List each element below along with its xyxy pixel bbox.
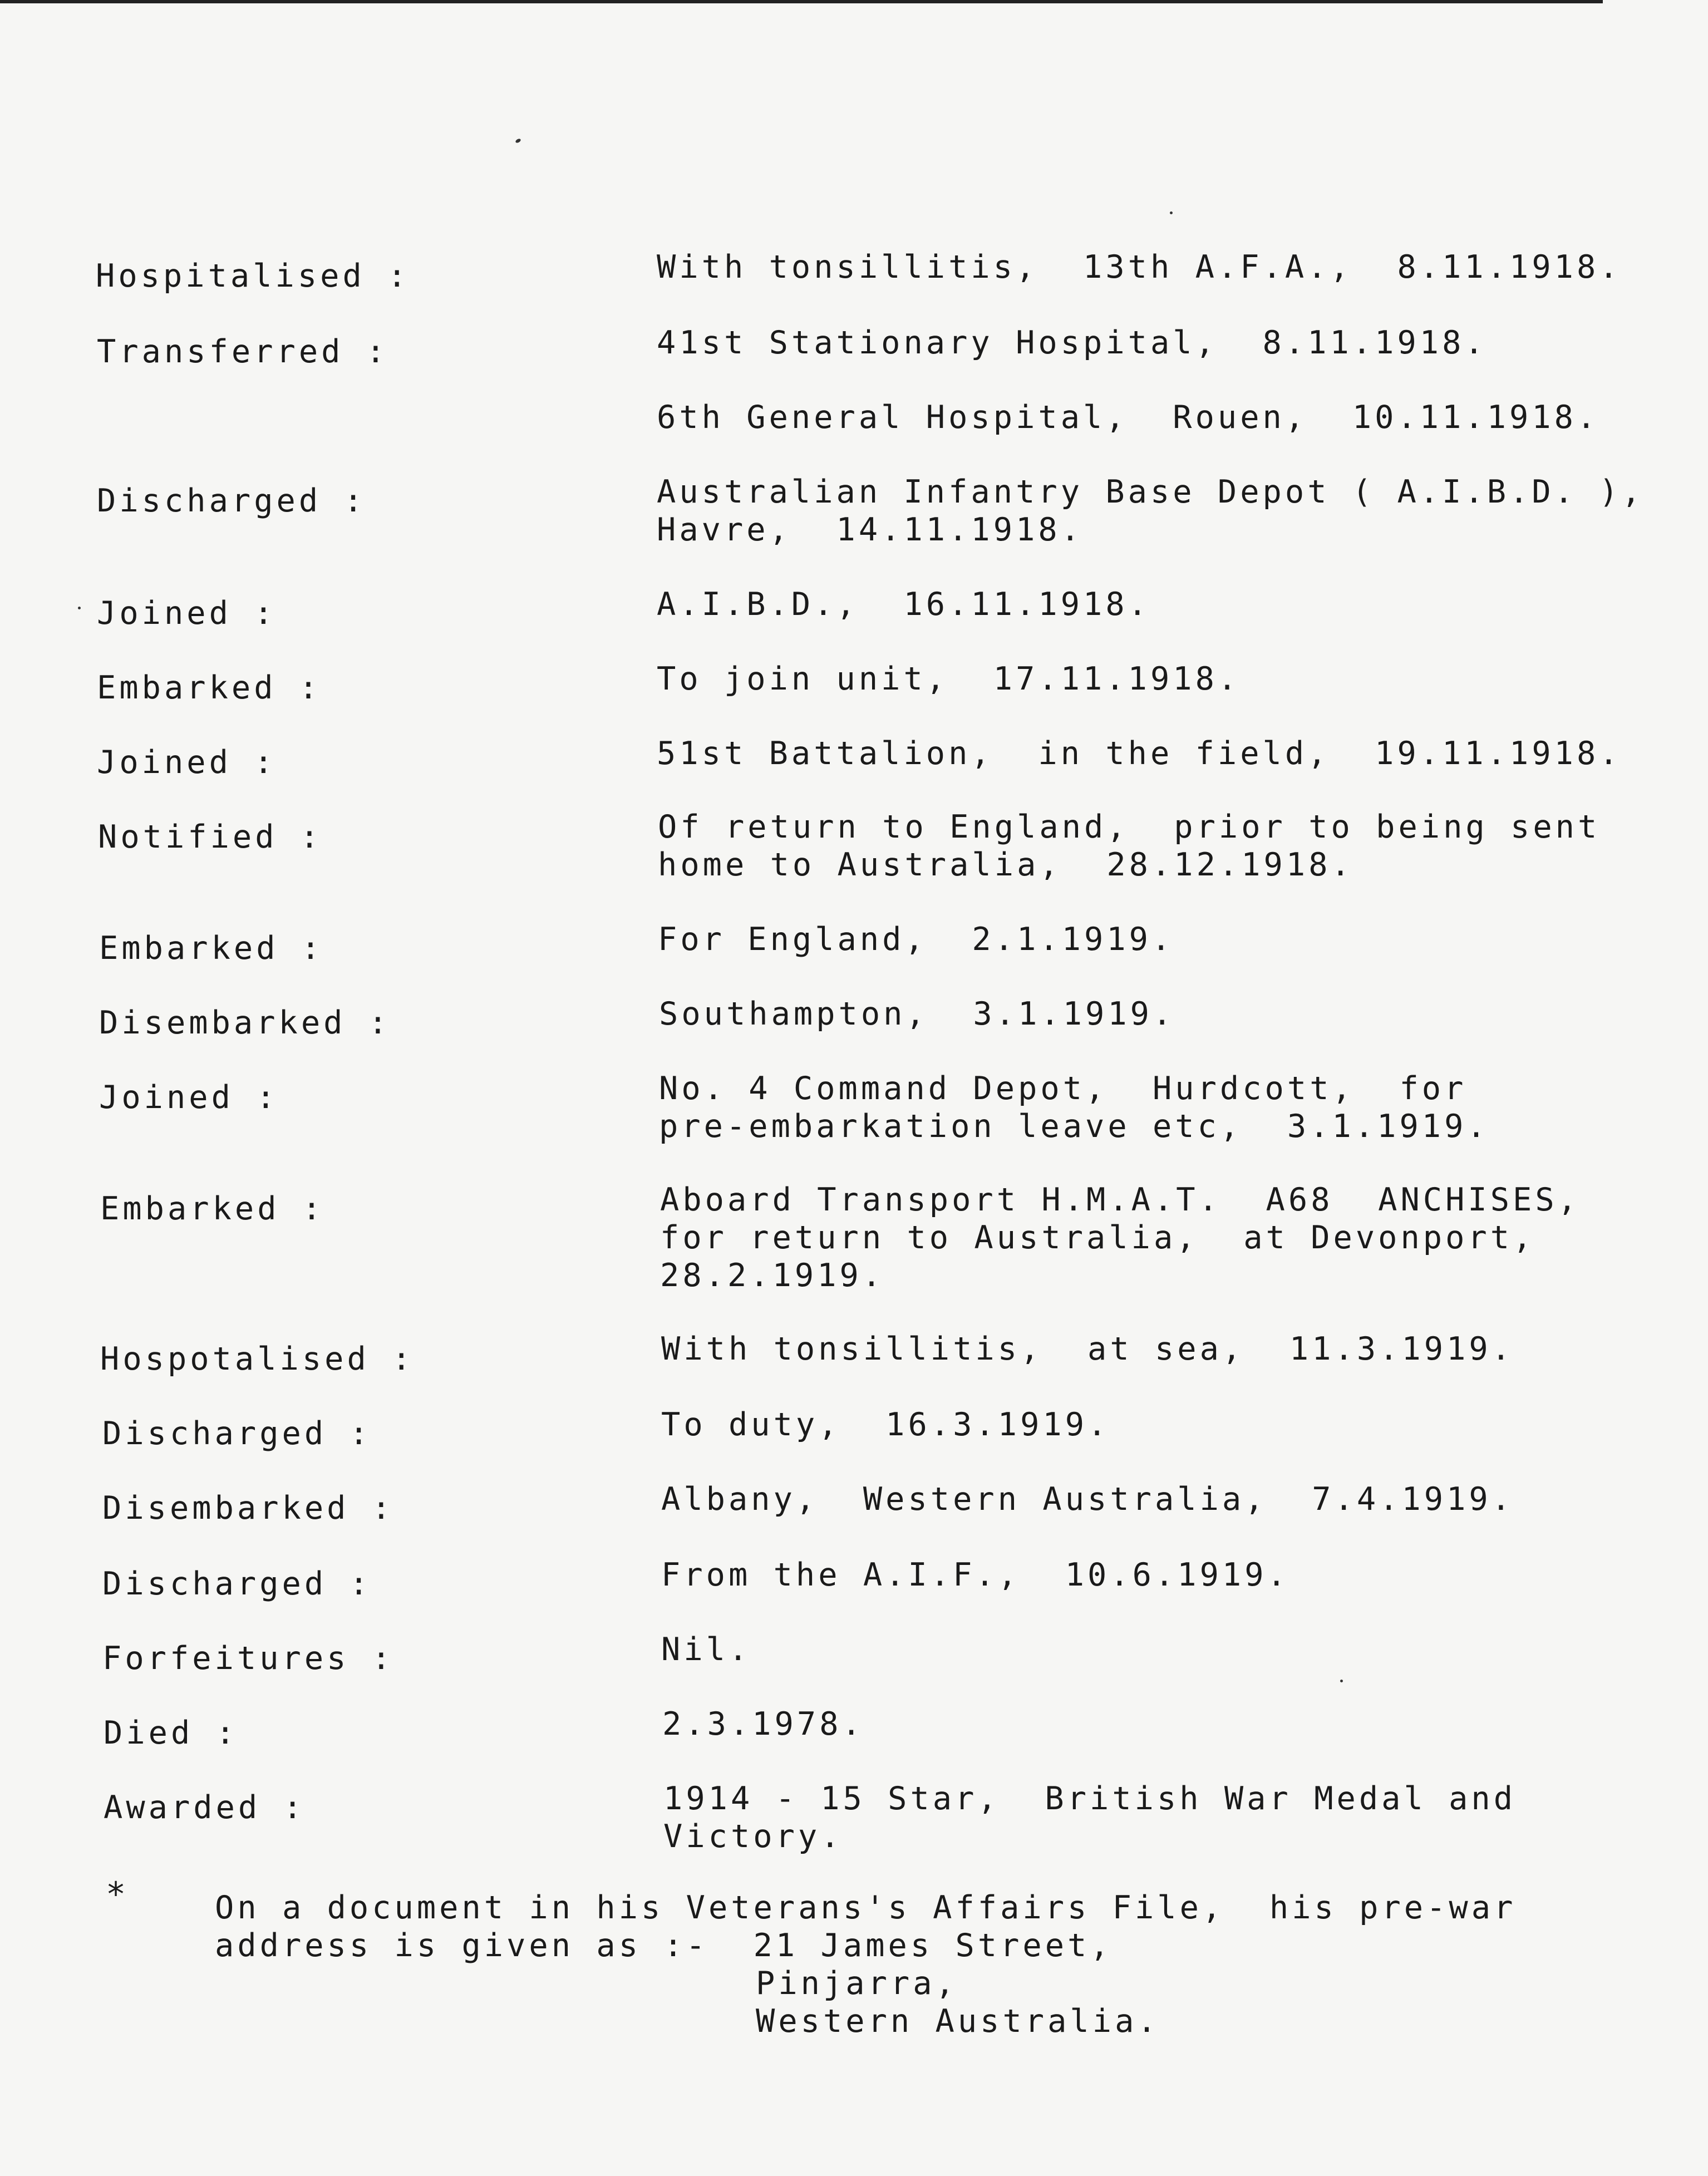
entry-label: Hospotalised :: [100, 1341, 415, 1377]
entry-label: Joined :: [97, 744, 277, 781]
entry-label: Discharged :: [102, 1415, 372, 1452]
entry-value: Of return to England, prior to being sent: [658, 809, 1601, 845]
scan-speck: [78, 607, 81, 609]
footnote-line: On a document in his Veterans's Affairs File, his pre-war: [215, 1889, 1517, 1926]
entry-label: Embarked :: [100, 1190, 325, 1227]
entry-value: Australian Infantry Base Depot ( A.I.B.D. ),: [657, 474, 1644, 510]
entry-label: Notified :: [98, 819, 323, 855]
entry-value: Victory.: [663, 1818, 843, 1855]
entry-value: Albany, Western Australia, 7.4.1919.: [661, 1481, 1514, 1518]
entry-value: Aboard Transport H.M.A.T. A68 ANCHISES,: [660, 1181, 1580, 1218]
entry-value: for return to Australia, at Devonport,: [660, 1219, 1535, 1256]
entry-label: Disembarked :: [102, 1490, 395, 1527]
entry-value: Havre, 14.11.1918.: [657, 511, 1084, 548]
entry-value: 2.3.1978.: [662, 1706, 864, 1742]
entry-value: 1914 - 15 Star, British War Medal and: [663, 1780, 1517, 1817]
entry-value: 6th General Hospital, Rouen, 10.11.1918.: [657, 399, 1599, 436]
entry-value: To join unit, 17.11.1918.: [657, 661, 1241, 697]
entry-label: Joined :: [99, 1079, 279, 1116]
scan-speck: [1170, 211, 1173, 214]
entry-value: 41st Stationary Hospital, 8.11.1918.: [657, 324, 1487, 361]
entry-value: For England, 2.1.1919.: [658, 921, 1174, 958]
entry-label: Died :: [104, 1715, 238, 1751]
entry-label: Embarked :: [97, 669, 322, 706]
entry-value: To duty, 16.3.1919.: [661, 1406, 1110, 1443]
entry-value: A.I.B.D., 16.11.1918.: [657, 586, 1150, 623]
entry-value: Nil.: [661, 1631, 751, 1668]
entry-label: Disembarked :: [99, 1005, 391, 1041]
entry-value: No. 4 Command Depot, Hurdcott, for: [659, 1070, 1467, 1107]
entry-value: pre-embarkation leave etc, 3.1.1919.: [659, 1108, 1489, 1145]
entry-value: 28.2.1919.: [660, 1257, 885, 1294]
entry-label: Awarded :: [104, 1789, 306, 1826]
footnote-line: Pinjarra,: [756, 1965, 958, 2002]
entry-value: With tonsillitis, 13th A.F.A., 8.11.1918.: [657, 249, 1622, 285]
entry-value: home to Australia, 28.12.1918.: [658, 846, 1353, 883]
footnote-line: Western Australia.: [756, 2003, 1160, 2040]
footnote-line: address is given as :- 21 James Street,: [215, 1927, 1113, 1964]
footnote-marker: *: [106, 1875, 126, 1914]
entry-label: Forfeitures :: [102, 1640, 395, 1677]
scan-speck: [1340, 1680, 1343, 1682]
entry-label: Joined :: [97, 595, 277, 632]
entry-label: Discharged :: [97, 483, 366, 519]
entry-label: Transferred :: [97, 333, 389, 370]
entry-label: Embarked :: [99, 930, 324, 967]
entry-label: Hospitalised :: [96, 258, 410, 294]
entry-label: Discharged :: [102, 1565, 372, 1602]
entry-value: From the A.I.F., 10.6.1919.: [661, 1557, 1289, 1593]
entry-value: With tonsillitis, at sea, 11.3.1919.: [661, 1331, 1514, 1367]
entry-value: 51st Battalion, in the field, 19.11.1918.: [657, 735, 1622, 772]
entry-value: Southampton, 3.1.1919.: [659, 996, 1175, 1032]
